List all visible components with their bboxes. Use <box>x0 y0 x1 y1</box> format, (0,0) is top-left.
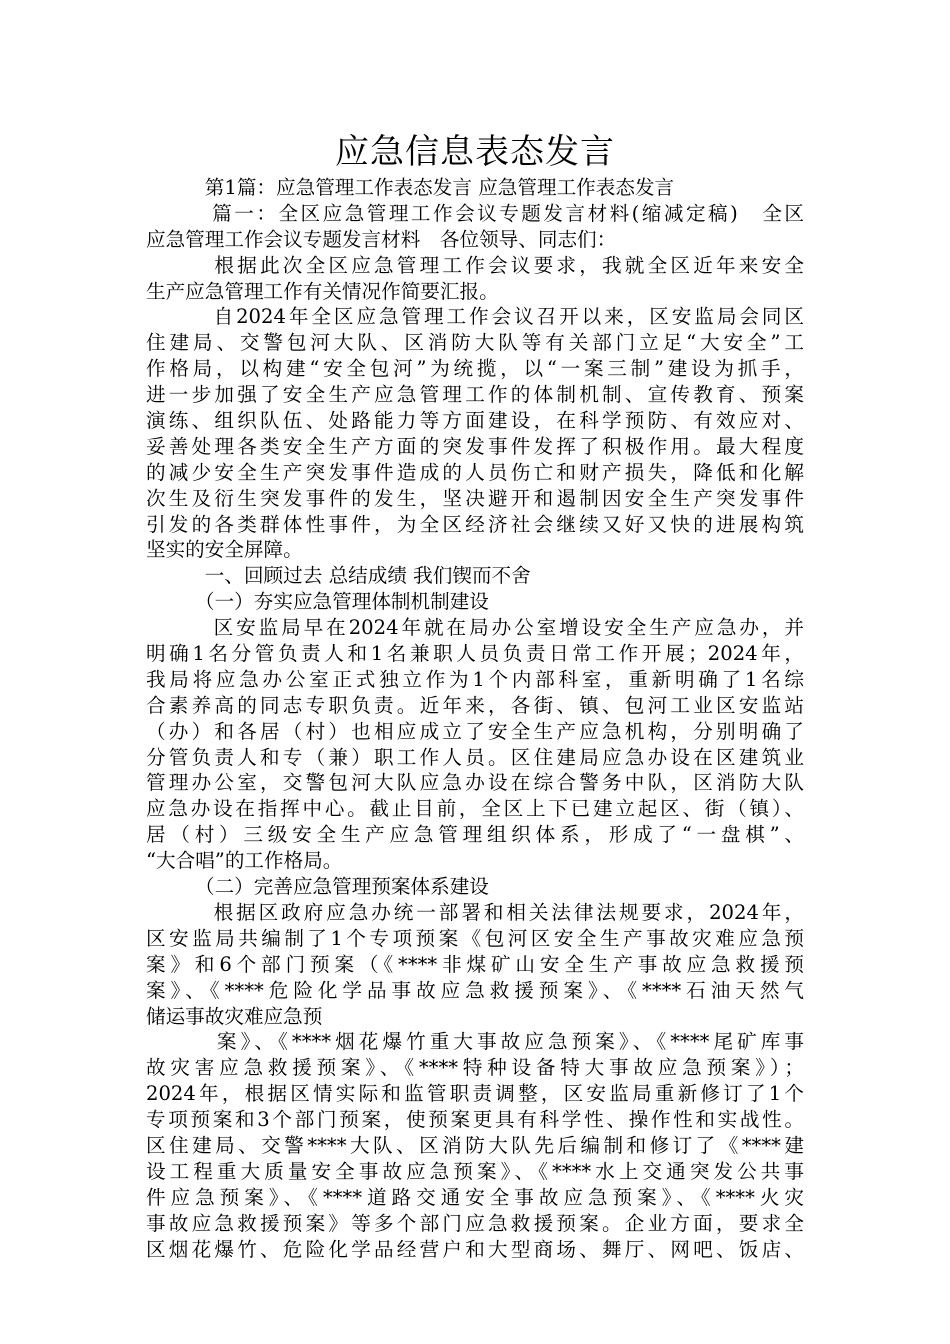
body-text-line: 储运事故灾难应急预 <box>146 1004 323 1028</box>
body-text-line: 作格局，以构建“安全包河”为统揽，以“一案三制”建设为抓手， <box>146 357 804 381</box>
body-text-line: （办）和各居（村）也相应成立了安全生产应急机构，分别明确了 <box>146 719 804 743</box>
body-text-line: 分管负责人和专（兼）职工作人员。区住建局应急办设在区建筑业 <box>146 745 804 769</box>
body-text-line: 管理办公室，交警包河大队应急办设在综合警务中队，区消防大队 <box>146 771 804 795</box>
body-text-line: 进一步加强了安全生产应急管理工作的体制机制、宣传教育、预案 <box>146 383 804 407</box>
body-text-line: 住建局、交警包河大队、区消防大队等有关部门立足“大安全”工 <box>146 331 804 355</box>
body-text-line: 区安监局早在2024年就在局办公室增设安全生产应急办，并 <box>146 616 804 640</box>
body-text-line: （二）完善应急管理预案体系建设 <box>146 875 489 899</box>
body-text-line: 应急办设在指挥中心。截止目前，全区上下已建立起区、街（镇）、 <box>146 797 804 821</box>
body-text-line: 第1篇：应急管理工作表态发言 应急管理工作表态发言 <box>146 176 675 199</box>
body-text-line: 明确1名分管负责人和1名兼职人员负责日常工作开展；2024年， <box>146 642 804 666</box>
body-text-line: “大合唱”的工作格局。 <box>146 849 343 873</box>
body-text-line: 合素养高的同志专职负责。近年来，各街、镇、包河工业区安监站 <box>146 693 804 717</box>
body-text-line: 2024年，根据区情实际和监管职责调整，区安监局重新修订了1个 <box>146 1082 804 1106</box>
body-text-line: 根据此次全区应急管理工作会议要求，我就全区近年来安全 <box>146 253 804 277</box>
body-text-line: 生产应急管理工作有关情况作简要汇报。 <box>146 279 499 303</box>
body-text-line: 自2024年全区应急管理工作会议召开以来，区安监局会同区 <box>146 305 804 329</box>
body-text-line: 一、回顾过去 总结成绩 我们锲而不舍 <box>146 564 531 588</box>
body-text-line: 次生及衍生突发事件的发生，坚决避开和遏制因安全生产突发事件 <box>146 486 804 510</box>
body-text-line: 件应急预案》、《****道路交通安全事故应急预案》、《****火灾 <box>146 1185 804 1209</box>
body-text-line: 的减少安全生产突发事件造成的人员伤亡和财产损失，降低和化解 <box>146 460 804 484</box>
body-text-line: 根据区政府应急办统一部署和相关法律法规要求，2024年， <box>146 900 804 924</box>
body-text-line: 妥善处理各类安全生产方面的突发事件发挥了积极作用。最大程度 <box>146 434 804 458</box>
body-text-line: 故灾害应急救援预案》、《****特种设备特大事故应急预案》）； <box>146 1056 804 1080</box>
body-text-line: 居（村）三级安全生产应急管理组织体系，形成了“一盘棋”、 <box>146 823 804 847</box>
body-text-line: 设工程重大质量安全事故应急预案》、《****水上交通突发公共事 <box>146 1159 804 1183</box>
body-text-line: 应急管理工作会议专题发言材料 各位领导、同志们： <box>146 227 617 251</box>
document-title: 应急信息表态发言 <box>335 132 615 172</box>
body-text-line: 区安监局共编制了1个专项预案《包河区安全生产事故灾难应急预 <box>146 926 804 950</box>
body-text-line: 案》、《****烟花爆竹重大事故应急预案》、《****尾矿库事 <box>146 1030 804 1054</box>
body-text-line: 事故应急救援预案》等多个部门应急救援预案。企业方面，要求全 <box>146 1211 804 1235</box>
body-text-line: 区烟花爆竹、危险化学品经营户和大型商场、舞厅、网吧、饭店、 <box>146 1237 804 1261</box>
body-text-line: 区住建局、交警****大队、区消防大队先后编制和修订了《****建 <box>146 1133 804 1157</box>
body-text-line: （一）夯实应急管理体制机制建设 <box>146 590 489 614</box>
body-text-line: 篇一：全区应急管理工作会议专题发言材料(缩减定稿) 全区 <box>146 201 804 225</box>
body-text-line: 专项预案和3个部门预案，使预案更具有科学性、操作性和实战性。 <box>146 1108 804 1132</box>
body-text-line: 引发的各类群体性事件，为全区经济社会继续又好又快的进展构筑 <box>146 512 804 536</box>
body-text-line: 案》、《****危险化学品事故应急救援预案》、《****石油天然气 <box>146 978 804 1002</box>
document-body <box>146 175 804 1262</box>
body-text-line: 坚实的安全屏障。 <box>146 538 303 562</box>
body-text-line: 我局将应急办公室正式独立作为1个内部科室，重新明确了1名综 <box>146 667 804 691</box>
body-text-line: 演练、组织队伍、处路能力等方面建设，在科学预防、有效应对、 <box>146 409 804 433</box>
body-text-line: 案》和6个部门预案（《****非煤矿山安全生产事故应急救援预 <box>146 952 804 976</box>
